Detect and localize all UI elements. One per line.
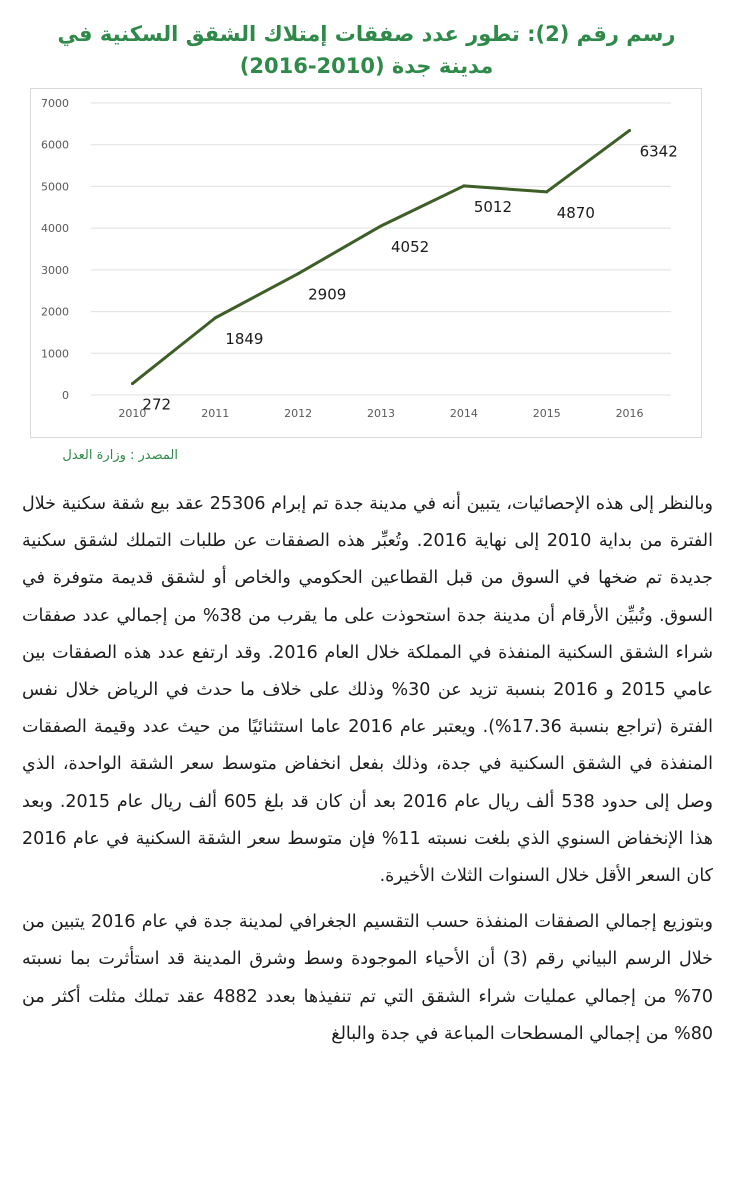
data-label: 272 <box>142 395 172 414</box>
x-tick-label: 2016 <box>615 407 644 420</box>
data-label: 5012 <box>473 197 513 216</box>
x-tick-label: 2010 <box>118 407 147 420</box>
x-tick-label: 2012 <box>284 407 313 420</box>
y-tick-label: 5000 <box>41 180 69 194</box>
chart-title-line-2: مدينة جدة (2010-2016) <box>239 54 494 78</box>
article-body <box>22 486 713 1062</box>
chart-canvas <box>31 89 701 437</box>
data-point <box>214 316 217 319</box>
y-tick-label: 3000 <box>41 263 69 277</box>
line-chart <box>30 88 702 438</box>
y-tick-label: 6000 <box>41 138 69 152</box>
data-point <box>545 190 548 193</box>
series-line-0 <box>132 130 629 383</box>
data-point <box>628 129 631 132</box>
data-label: 2909 <box>308 285 347 304</box>
y-tick-label: 4000 <box>41 222 69 236</box>
x-tick-label: 2011 <box>201 407 230 420</box>
y-tick-label: 7000 <box>41 97 69 110</box>
x-tick-label: 2013 <box>367 407 395 420</box>
data-label: 4052 <box>391 237 430 256</box>
x-tick-label: 2015 <box>532 407 561 420</box>
y-tick-label: 0 <box>62 389 69 402</box>
data-point <box>297 272 300 275</box>
data-point <box>131 382 134 385</box>
article-paragraph-2: وبتوزيع إجمالي الصفقات المنفذة حسب التقسيم الجغرافي لمدينة جدة في عام 2016 يتبين من خلال الرسم البياني رقم (3) أن الأحياء الموجودة وسط وشرق المدينة قد استأثرت بما نسبته 70% من إجمالي عمليات شراء الشقق التي تم تنفيذها بعدد 4882 عقد تملك مثلت أكثر من 80% من إجمالي المسطحات المباعة في جدة والبالغ <box>22 912 713 1044</box>
x-tick-label: 2014 <box>449 407 478 420</box>
data-point <box>462 184 465 187</box>
article-paragraph-1: وبالنظر إلى هذه الإحصائيات، يتبين أنه في مدينة جدة تم إبرام 25306 عقد بيع شقة سكنية خلال الفترة من بداية 2010 إلى نهاية 2016. وتُعبِّر هذه الصفقات عن طلبات التملك لشقق سكنية جديدة تم ضخها في السوق من قبل القطاعين الحكومي والخاص أو لشقق قديمة متوفرة في السوق. وتُبيِّن الأرقام أن مدينة جدة استحوذت على ما يقرب من 38% من إجمالي عدد صفقات شراء الشقق السكنية المنفذة في المملكة خلال العام 2016. وقد ارتفع عدد هذه الصفقات بين عامي 2015 و 2016 بنسبة تزيد عن 30% وذلك على خلاف ما حدث في الرياض خلال نفس الفترة (تراجع بنسبة 17.36%). ويعتبر عام 2016 عاما استثنائيًا من حيث عدد وقيمة الصفقات المنفذة في الشقق السكنية في جدة، وذلك بفعل انخفاض متوسط سعر الشقة الواحدة، الذي وصل إلى حدود 538 ألف ريال عام 2016 بعد أن كان قد بلغ 605 ألف ريال عام 2015. وبعد هذا الإنخفاض السنوي الذي بلغت نسبته 11% فإن متوسط سعر الشقة السكنية في عام 2016 كان السعر الأقل خلال السنوات الثلاث الأخيرة. <box>22 494 714 887</box>
source-note: المصدر : وزارة العدل <box>62 448 178 463</box>
chart-title-line-1: رسم رقم (2): تطور عدد صفقات إمتلاك الشقق السكنية في <box>57 22 676 46</box>
data-label: 4870 <box>556 203 595 222</box>
data-label: 6342 <box>639 142 678 161</box>
data-point <box>380 224 383 227</box>
chart-title <box>20 18 713 82</box>
y-tick-label: 2000 <box>41 305 69 319</box>
y-tick-label: 1000 <box>41 347 69 361</box>
data-label: 1849 <box>225 329 264 348</box>
